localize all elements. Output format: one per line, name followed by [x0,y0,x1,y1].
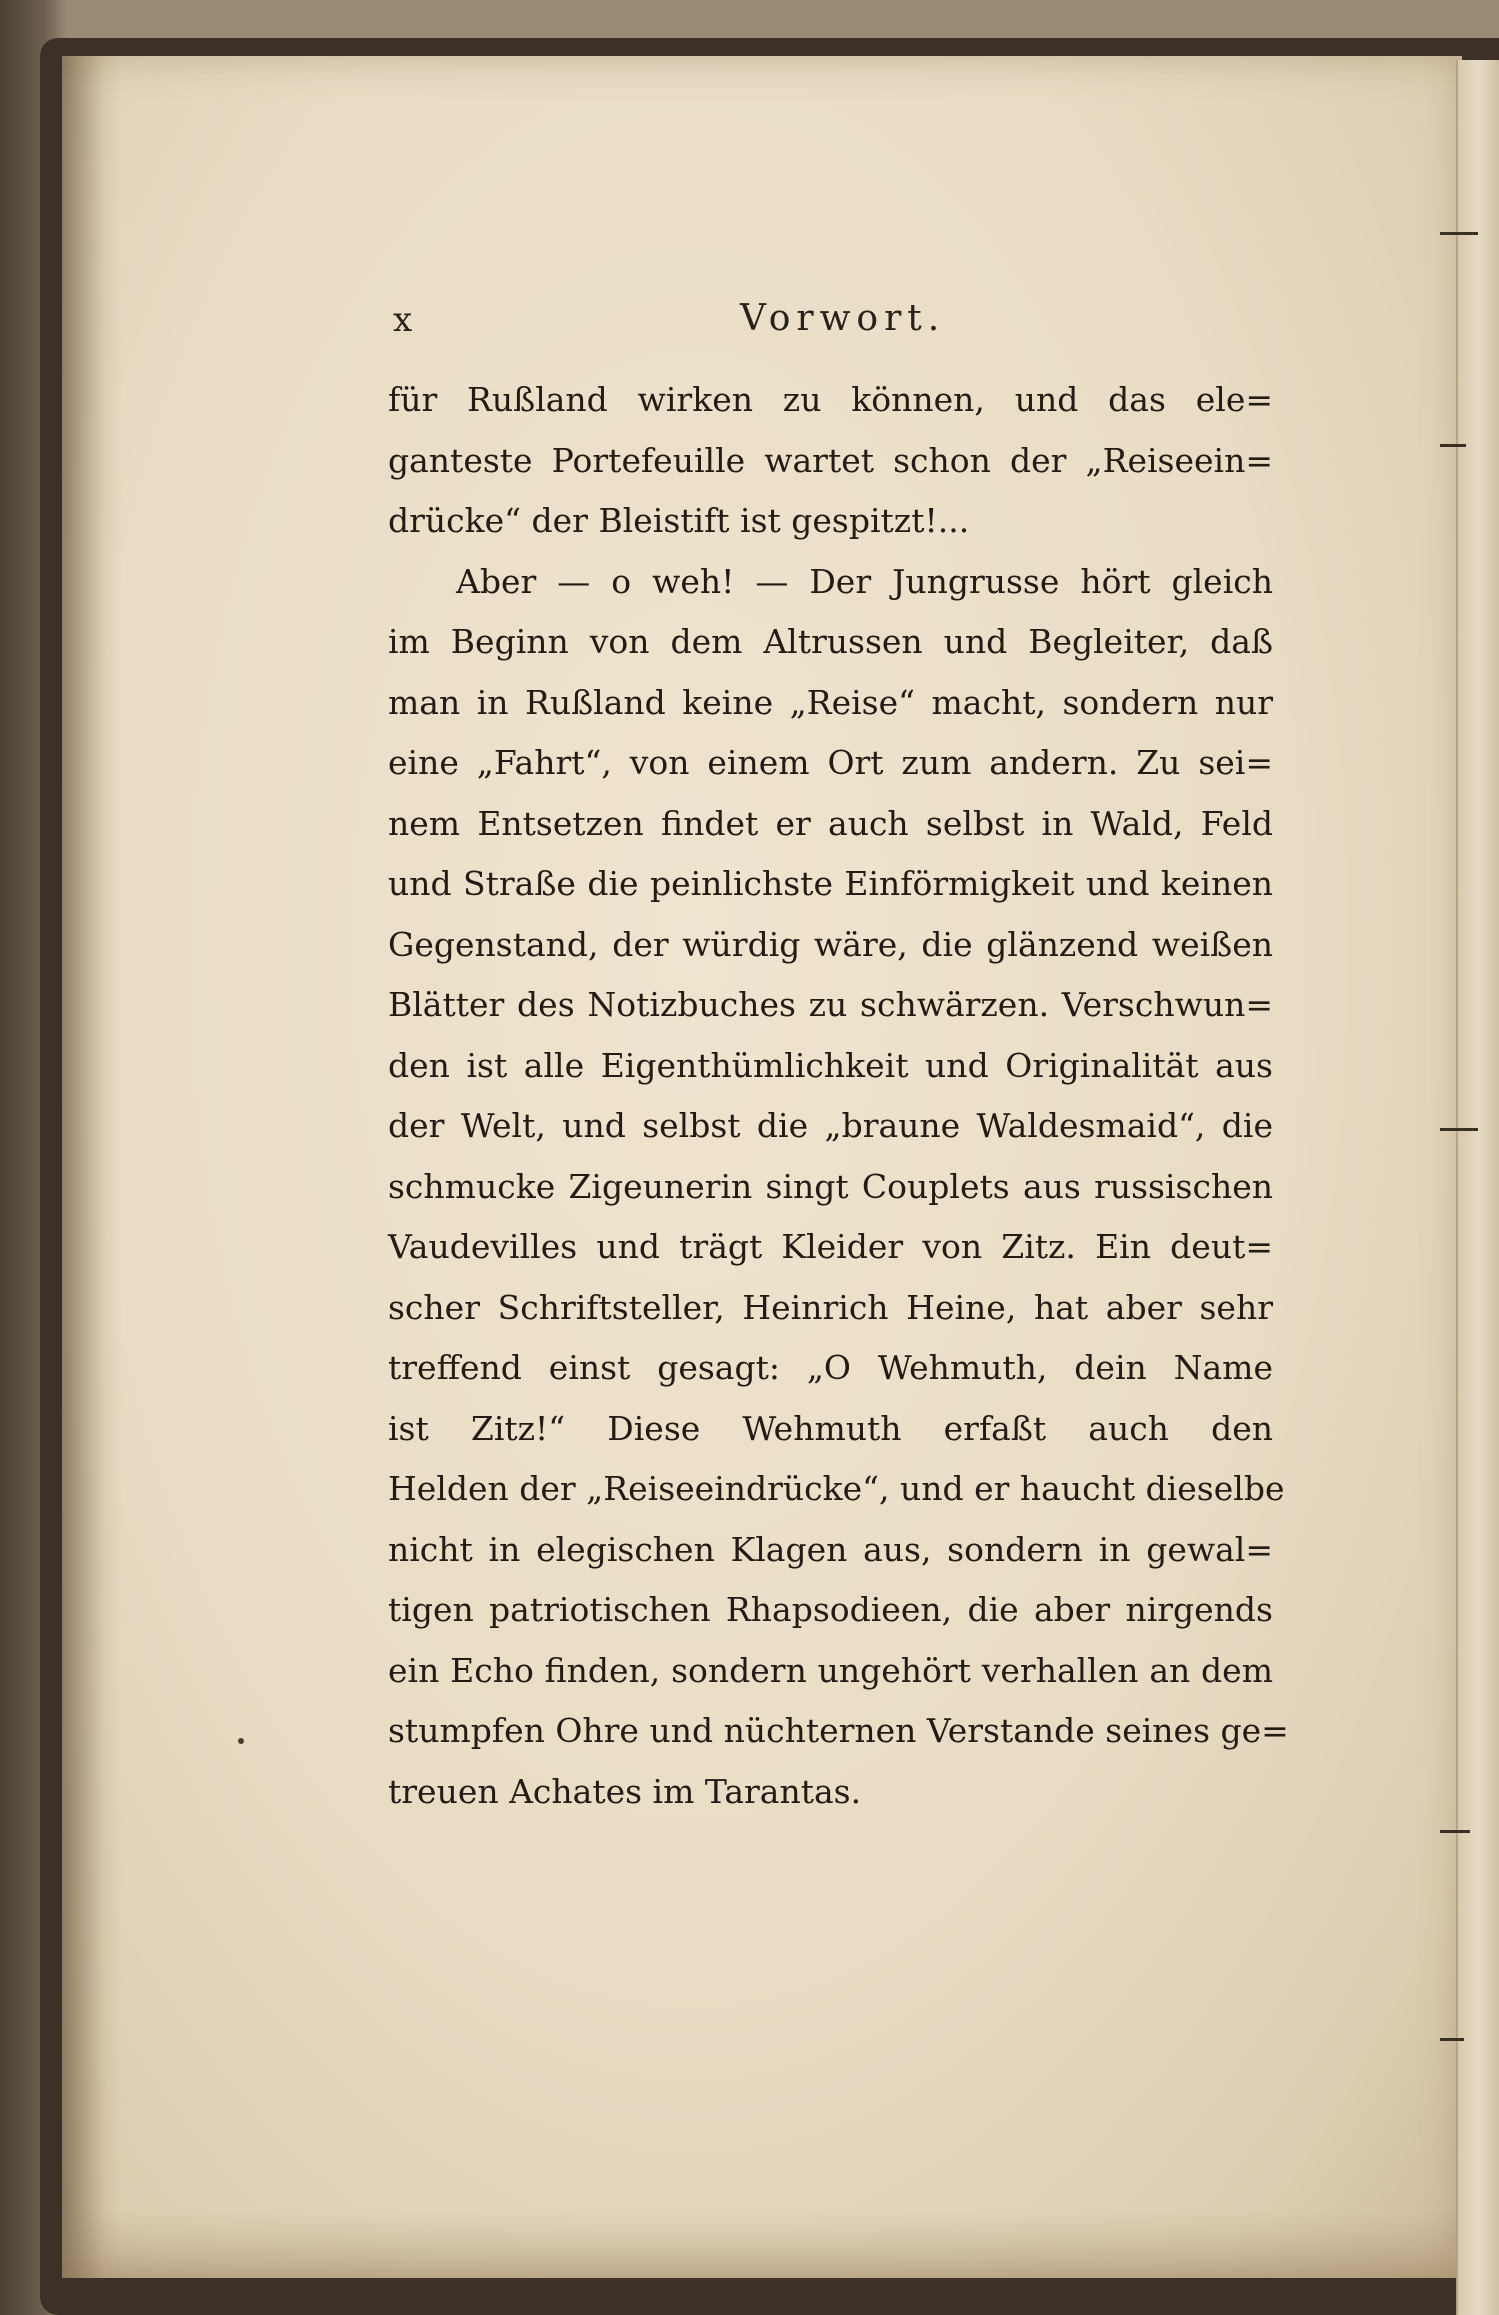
text-line: ist Zitz!“ Diese Wehmuth erfaßt auch den [388,1408,1273,1448]
text-line: Blätter des Notizbuches zu schwärzen. Verschwun= [388,985,1273,1024]
text-line: im Beginn von dem Altrussen und Begleiter, daß [388,622,1273,661]
text-line: drücke“ der Bleistift ist gespitzt!... [388,501,970,540]
text-line: der Welt, und selbst die „braune Waldesmaid“, die [388,1106,1273,1145]
text-line: Gegenstand, der würdig wäre, die glänzend weißen [388,924,1273,964]
ink-speck [238,1738,244,1744]
text-line: Helden der „Reiseeindrücke“, und er haucht dieselbe [388,1469,1285,1508]
text-line: den ist alle Eigenthümlichkeit und Originalität aus [388,1045,1273,1085]
edge-mark [1440,232,1478,235]
body-text [388,370,1289,1822]
text-line: und Straße die peinlichste Einförmigkeit und keinen [388,864,1273,903]
edge-mark [1440,1830,1470,1833]
page-number: x [393,300,413,340]
text-line: treuen Achates im Tarantas. [388,1771,862,1811]
edge-mark [1440,1128,1478,1131]
text-line: schmucke Zigeunerin singt Couplets aus russischen [388,1166,1273,1206]
adjacent-page-edge [1456,60,1499,2315]
page-gutter-shadow [62,56,122,2278]
edge-mark [1440,444,1466,447]
text-line: man in Rußland keine „Reise“ macht, sondern nur [388,682,1273,722]
page-bottom-shadow [62,2210,1462,2278]
text-line: tigen patriotischen Rhapsodieen, die aber nirgends [388,1590,1273,1629]
text-line: nicht in elegischen Klagen aus, sondern in gewal= [388,1529,1273,1569]
text-line: ganteste Portefeuille wartet schon der „Reiseein= [388,440,1273,480]
text-line: stumpfen Ohre und nüchternen Verstande seines ge= [388,1711,1289,1750]
text-line: Aber — o weh! — Der Jungrusse hört gleich [456,561,1273,601]
edge-mark [1440,2038,1464,2041]
running-head: Vorwort. [740,298,946,339]
text-line: nem Entsetzen findet er auch selbst in Wald, Feld [388,803,1273,843]
text-line: eine „Fahrt“, von einem Ort zum andern. Zu sei= [388,743,1273,782]
text-line: ein Echo finden, sondern ungehört verhallen an dem [388,1650,1273,1690]
text-line: treffend einst gesagt: „O Wehmuth, dein Name [388,1348,1273,1387]
text-line: scher Schriftsteller, Heinrich Heine, hat aber sehr [388,1287,1273,1327]
text-line: für Rußland wirken zu können, und das ele= [388,380,1273,419]
text-line: Vaudevilles und trägt Kleider von Zitz. Ein deut= [388,1227,1273,1266]
